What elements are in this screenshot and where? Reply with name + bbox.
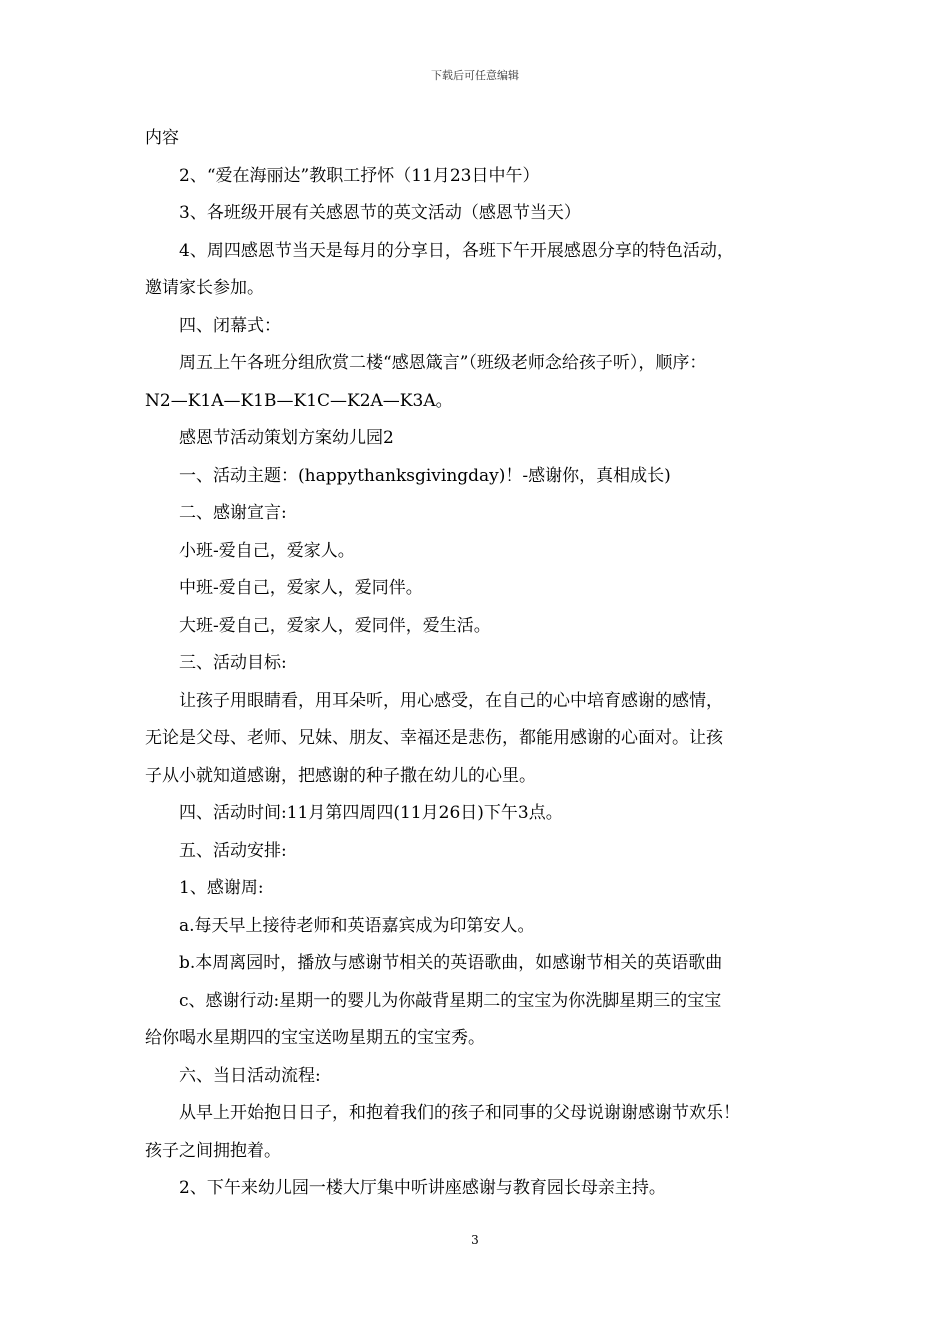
section-heading-time: 四、活动时间:11月第四周四(11月26日)下午3点。 bbox=[179, 803, 563, 823]
page-number: 3 bbox=[471, 1233, 479, 1247]
section-heading-closing: 四、闭幕式： bbox=[179, 315, 281, 336]
arrangement-item-c-cont: 给你喝水星期四的宝宝送吻星期五的宝宝秀。 bbox=[145, 1028, 485, 1048]
arrangement-item-b: b.本周离园时，播放与感谢节相关的英语歌曲，如感谢节相关的英语歌曲 bbox=[179, 953, 723, 973]
paragraph-continued: 内容 bbox=[145, 128, 179, 148]
paragraph-goals: 让孩子用眼睛看，用耳朵听，用心感受，在自己的心中培育感谢的感情， bbox=[179, 690, 723, 711]
declaration-middle-class: 中班-爱自己，爱家人，爱同伴。 bbox=[179, 578, 423, 598]
paragraph-schedule-cont: 孩子之间拥抱着。 bbox=[145, 1140, 281, 1161]
document-body bbox=[145, 120, 817, 1208]
paragraph-closing: 周五上午各班分组欣赏二楼“感恩箴言”（班级老师念给孩子听），顺序： bbox=[179, 353, 707, 373]
paragraph-item-3: 3、各班级开展有关感恩节的英文活动（感恩节当天） bbox=[179, 203, 581, 223]
section-heading-arrangement: 五、活动安排: bbox=[179, 840, 287, 861]
section-heading-declaration: 二、感谢宣言: bbox=[179, 503, 287, 523]
paragraph-item-4: 4、周四感恩节当天是每月的分享日，各班下午开展感恩分享的特色活动， bbox=[179, 240, 734, 261]
paragraph-goals-cont: 无论是父母、老师、兄妹、朋友、幸福还是悲伤，都能用感谢的心面对。让孩 bbox=[145, 728, 723, 748]
arrangement-item-c: c、感谢行动:星期一的婴儿为你敲背星期二的宝宝为你洗脚星期三的宝宝 bbox=[179, 990, 722, 1011]
section-heading-schedule: 六、当日活动流程: bbox=[179, 1065, 321, 1086]
paragraph-item-2: 2、“爱在海丽达”教职工抒怀（11月23日中午） bbox=[179, 165, 540, 186]
section-heading-goals: 三、活动目标: bbox=[179, 653, 287, 673]
paragraph-closing-cont: N2—K1A—K1B—K1C—K2A—K3A。 bbox=[145, 390, 453, 411]
page-header: 下载后可任意编辑 bbox=[431, 69, 519, 82]
arrangement-item-a: a.每天早上接待老师和英语嘉宾成为印第安人。 bbox=[179, 915, 535, 936]
arrangement-item-1: 1、感谢周: bbox=[179, 878, 264, 898]
plan-title: 感恩节活动策划方案幼儿园2 bbox=[179, 428, 394, 448]
paragraph-item-4-cont: 邀请家长参加。 bbox=[145, 278, 264, 298]
declaration-small-class: 小班-爱自己，爱家人。 bbox=[179, 540, 355, 561]
declaration-large-class: 大班-爱自己，爱家人，爱同伴，爱生活。 bbox=[179, 615, 491, 636]
section-heading-theme: 一、活动主题：(happythanksgivingday)！-感谢你，真相成长) bbox=[179, 465, 671, 486]
paragraph-schedule: 从早上开始抱日日子，和抱着我们的孩子和同事的父母说谢谢感谢节欢乐！ bbox=[179, 1103, 740, 1123]
paragraph-goals-cont: 子从小就知道感谢，把感谢的种子撒在幼儿的心里。 bbox=[145, 765, 536, 786]
schedule-item-2: 2、下午来幼儿园一楼大厅集中听讲座感谢与教育园长母亲主持。 bbox=[179, 1178, 666, 1198]
